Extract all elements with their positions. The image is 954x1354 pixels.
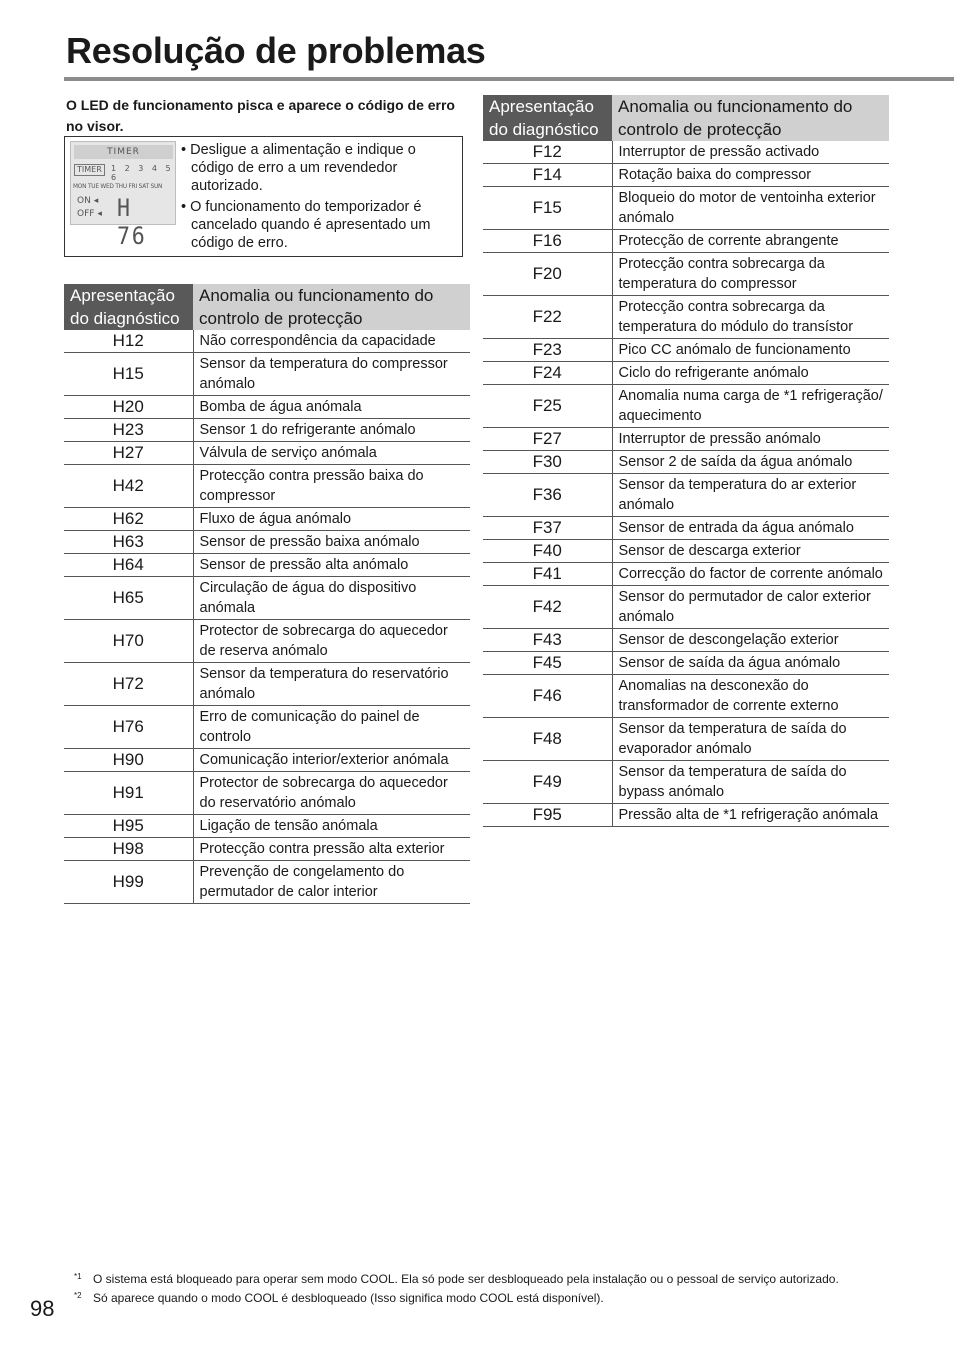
error-description-cell: Protecção contra pressão alta exterior — [193, 838, 470, 861]
table-row — [64, 554, 470, 577]
header-anomaly-description: Anomalia ou funcionamento do controlo de protecção — [612, 95, 889, 141]
error-description-cell: Sensor da temperatura de saída do evaporador anómalo — [612, 718, 889, 761]
error-description-cell: Comunicação interior/exterior anómala — [193, 749, 470, 772]
error-description-cell: Correcção do factor de corrente anómalo — [612, 563, 889, 586]
error-description-cell: Sensor de saída da água anómalo — [612, 652, 889, 675]
table-row — [64, 815, 470, 838]
footnote — [74, 1289, 934, 1308]
table-header-row — [483, 95, 889, 141]
table-row — [483, 339, 889, 362]
error-description-cell: Sensor da temperatura do compressor anómalo — [193, 353, 470, 396]
footnote-marker: *2 — [74, 1291, 82, 1300]
error-description-cell: Interruptor de pressão activado — [612, 141, 889, 164]
error-description-cell: Sensor do permutador de calor exterior anómalo — [612, 586, 889, 629]
table-row — [64, 531, 470, 554]
table-row — [483, 718, 889, 761]
lcd-timer-box: TIMER — [74, 164, 105, 176]
table-row — [483, 230, 889, 253]
table-row — [64, 838, 470, 861]
error-description-cell: Sensor de entrada da água anómalo — [612, 517, 889, 540]
table-row — [64, 706, 470, 749]
lcd-off-label: OFF ◂ — [77, 209, 102, 219]
error-description-cell: Pressão alta de *1 refrigeração anómala — [612, 804, 889, 827]
triangle-left-icon: ◂ — [93, 196, 99, 206]
error-code-cell: F14 — [483, 164, 612, 187]
error-code-cell: H99 — [64, 861, 193, 904]
table-row — [483, 474, 889, 517]
diagnostic-table-left — [64, 284, 470, 904]
error-description-cell: Sensor da temperatura do ar exterior anómalo — [612, 474, 889, 517]
table-row — [64, 663, 470, 706]
error-description-cell: Não correspondência da capacidade — [193, 330, 470, 353]
error-description-cell: Pico CC anómalo de funcionamento — [612, 339, 889, 362]
table-row — [483, 540, 889, 563]
error-description-cell: Sensor da temperatura de saída do bypass anómalo — [612, 761, 889, 804]
error-description-cell: Erro de comunicação do painel de controlo — [193, 706, 470, 749]
error-description-cell: Bomba de água anómala — [193, 396, 470, 419]
error-description-cell: Bloqueio do motor de ventoinha exterior anómalo — [612, 187, 889, 230]
table-row — [483, 804, 889, 827]
error-description-cell: Sensor de pressão baixa anómalo — [193, 531, 470, 554]
error-description-cell: Sensor de pressão alta anómalo — [193, 554, 470, 577]
error-code-cell: F12 — [483, 141, 612, 164]
error-code-cell: F46 — [483, 675, 612, 718]
error-code-cell: F16 — [483, 230, 612, 253]
error-code-cell: H27 — [64, 442, 193, 465]
table-row — [64, 465, 470, 508]
lcd-error-code: H 76 — [117, 194, 147, 250]
error-code-cell: H15 — [64, 353, 193, 396]
error-code-cell: H72 — [64, 663, 193, 706]
lcd-display-illustration — [70, 141, 176, 250]
error-code-cell: F22 — [483, 296, 612, 339]
error-code-cell: H12 — [64, 330, 193, 353]
page-title: Resolução de problemas — [66, 30, 486, 71]
error-code-cell: F24 — [483, 362, 612, 385]
table-row — [483, 141, 889, 164]
table-row — [64, 442, 470, 465]
error-code-cell: F37 — [483, 517, 612, 540]
notice-item: • O funcionamento do temporizador é cancelado quando é apresentado um código de erro. — [181, 199, 431, 251]
error-description-cell: Protecção de corrente abrangente — [612, 230, 889, 253]
error-description-cell: Interruptor de pressão anómalo — [612, 428, 889, 451]
lcd-timer-label: TIMER — [74, 145, 173, 159]
error-code-cell: F43 — [483, 629, 612, 652]
error-description-cell: Protector de sobrecarga do aquecedor de reserva anómalo — [193, 620, 470, 663]
error-description-cell: Anomalia numa carga de *1 refrigeração/ aquecimento — [612, 385, 889, 428]
table-row — [64, 620, 470, 663]
triangle-left-icon: ◂ — [97, 209, 102, 219]
error-code-cell: H65 — [64, 577, 193, 620]
table-row — [483, 362, 889, 385]
error-code-cell: F36 — [483, 474, 612, 517]
table-header-row — [64, 284, 470, 330]
table-row — [64, 419, 470, 442]
table-row — [483, 296, 889, 339]
lcd-days: MON TUE WED THU FRI SAT SUN — [73, 184, 163, 190]
intro-text: O LED de funcionamento pisca e aparece o código de erro no visor. — [66, 97, 455, 134]
lcd-day-numbers: 1 2 3 4 5 6 — [111, 164, 174, 182]
footnote — [74, 1270, 934, 1289]
table-row — [483, 563, 889, 586]
error-code-cell: H63 — [64, 531, 193, 554]
table-row — [64, 861, 470, 904]
error-code-cell: F41 — [483, 563, 612, 586]
footnote-text: O sistema está bloqueado para operar sem modo COOL. Ela só pode ser desbloqueado pela instalação ou o pessoal de serviço autorizado. — [93, 1272, 839, 1286]
error-description-cell: Sensor de descarga exterior — [612, 540, 889, 563]
error-code-cell: F23 — [483, 339, 612, 362]
error-description-cell: Protecção contra pressão baixa do compressor — [193, 465, 470, 508]
error-description-cell: Sensor 1 do refrigerante anómalo — [193, 419, 470, 442]
error-code-cell: F49 — [483, 761, 612, 804]
footnotes — [74, 1270, 934, 1308]
table-row — [64, 749, 470, 772]
notice-list — [181, 141, 457, 255]
error-code-cell: F15 — [483, 187, 612, 230]
error-description-cell: Protecção contra sobrecarga da temperatura do compressor — [612, 253, 889, 296]
footnote-marker: *1 — [74, 1272, 82, 1281]
table-row — [483, 517, 889, 540]
error-code-cell: F45 — [483, 652, 612, 675]
error-description-cell: Prevenção de congelamento do permutador de calor interior — [193, 861, 470, 904]
title-divider — [64, 77, 954, 81]
error-code-cell: H76 — [64, 706, 193, 749]
error-description-cell: Válvula de serviço anómala — [193, 442, 470, 465]
error-code-cell: H98 — [64, 838, 193, 861]
table-row — [483, 385, 889, 428]
error-description-cell: Sensor 2 de saída da água anómalo — [612, 451, 889, 474]
error-description-cell: Ligação de tensão anómala — [193, 815, 470, 838]
error-description-cell: Sensor de descongelação exterior — [612, 629, 889, 652]
error-code-cell: F42 — [483, 586, 612, 629]
error-description-cell: Protector de sobrecarga do aquecedor do reservatório anómalo — [193, 772, 470, 815]
table-row — [483, 164, 889, 187]
error-code-cell: H42 — [64, 465, 193, 508]
table-row — [483, 451, 889, 474]
table-row — [483, 253, 889, 296]
diagnostic-table-right — [483, 95, 889, 827]
error-description-cell: Circulação de água do dispositivo anómala — [193, 577, 470, 620]
error-code-cell: F30 — [483, 451, 612, 474]
table-row — [483, 586, 889, 629]
table-row — [483, 428, 889, 451]
error-description-cell: Protecção contra sobrecarga da temperatura do módulo do transístor — [612, 296, 889, 339]
header-diagnostic-display: Apresentação do diagnóstico — [483, 95, 612, 141]
table-row — [64, 353, 470, 396]
table-row — [64, 396, 470, 419]
error-code-cell: F95 — [483, 804, 612, 827]
error-code-cell: F48 — [483, 718, 612, 761]
footnote-text: Só aparece quando o modo COOL é desbloqueado (Isso significa modo COOL está disponível). — [93, 1291, 604, 1305]
error-description-cell: Fluxo de água anómalo — [193, 508, 470, 531]
error-code-cell: F40 — [483, 540, 612, 563]
error-code-cell: F27 — [483, 428, 612, 451]
error-code-cell: F25 — [483, 385, 612, 428]
error-code-cell: H62 — [64, 508, 193, 531]
table-row — [64, 330, 470, 353]
error-description-cell: Sensor da temperatura do reservatório anómalo — [193, 663, 470, 706]
table-row — [483, 187, 889, 230]
page-number: 98 — [30, 1296, 55, 1321]
error-description-cell: Anomalias na desconexão do transformador de corrente externo — [612, 675, 889, 718]
error-notice-box — [64, 136, 463, 257]
table-row — [483, 652, 889, 675]
table-row — [483, 675, 889, 718]
header-diagnostic-display: Apresentação do diagnóstico — [64, 284, 193, 330]
error-code-cell: H23 — [64, 419, 193, 442]
error-code-cell: H64 — [64, 554, 193, 577]
error-code-cell: H90 — [64, 749, 193, 772]
notice-item: • Desligue a alimentação e indique o código de erro a um revendedor autorizado. — [181, 142, 416, 194]
error-description-cell: Rotação baixa do compressor — [612, 164, 889, 187]
table-row — [64, 772, 470, 815]
error-code-cell: H91 — [64, 772, 193, 815]
header-anomaly-description: Anomalia ou funcionamento do controlo de protecção — [193, 284, 470, 330]
table-row — [64, 577, 470, 620]
error-code-cell: H95 — [64, 815, 193, 838]
table-row — [64, 508, 470, 531]
table-row — [483, 761, 889, 804]
lcd-on-label: ON ◂ — [77, 196, 99, 206]
table-row — [483, 629, 889, 652]
error-description-cell: Ciclo do refrigerante anómalo — [612, 362, 889, 385]
error-code-cell: H20 — [64, 396, 193, 419]
error-code-cell: F20 — [483, 253, 612, 296]
error-code-cell: H70 — [64, 620, 193, 663]
